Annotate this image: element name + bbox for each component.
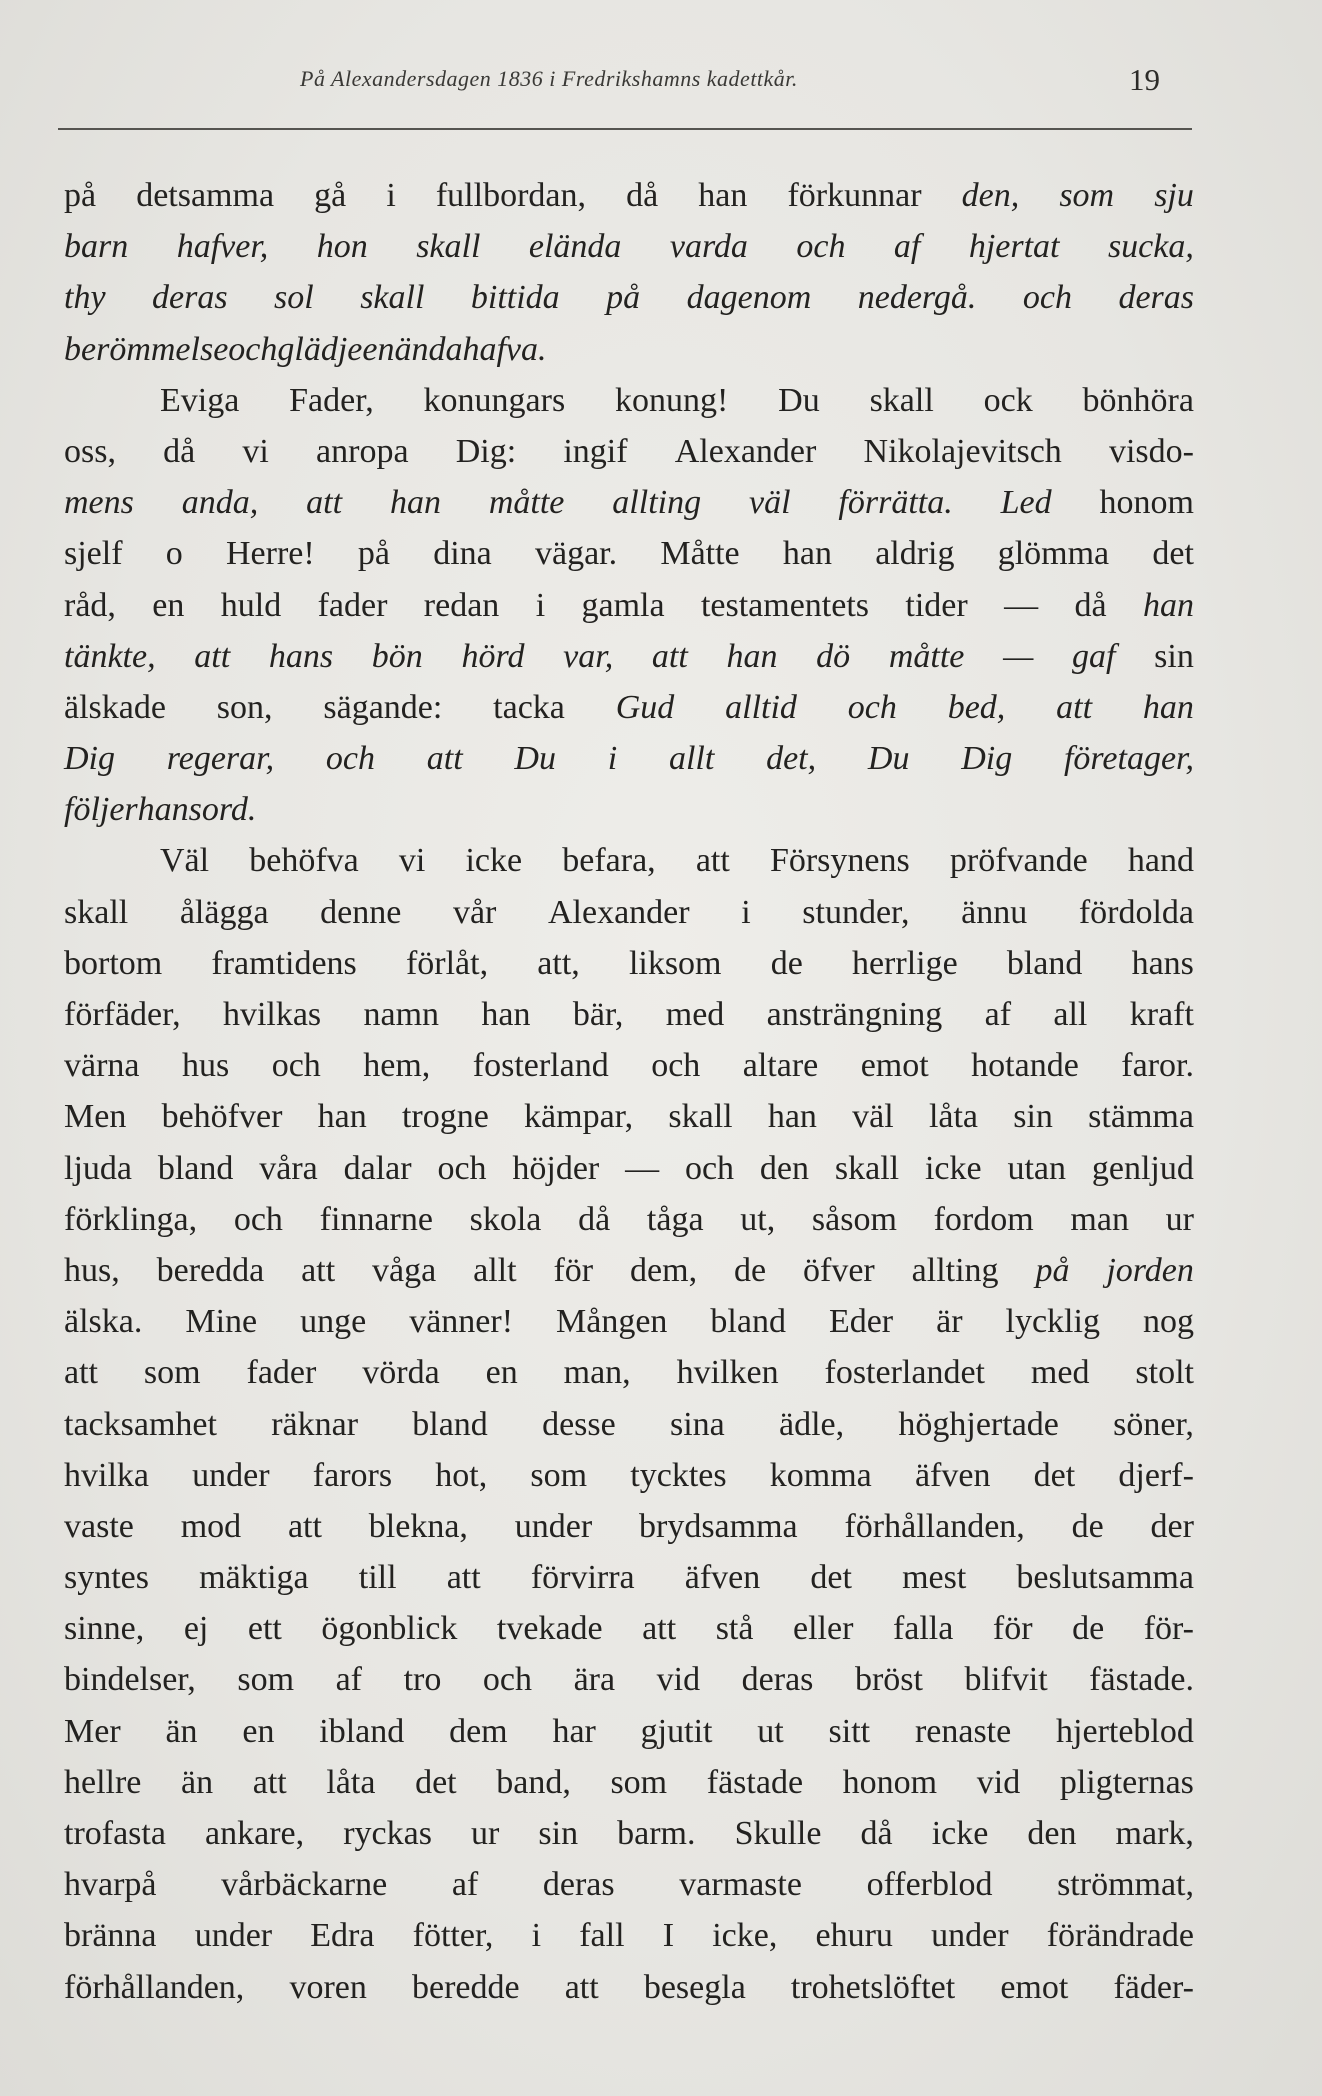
text-line: Mer än en ibland dem har gjutit ut sitt renaste hjerteblod [64, 1712, 1194, 1750]
text-line: syntes mäktiga till att förvirra äfven det mest beslutsamma [64, 1559, 1194, 1597]
page-header [60, 62, 1160, 110]
text-line: barn hafver, hon skall elända varda och af hjertat sucka, [64, 228, 1194, 266]
text-line: mens anda, att han måtte allting väl förrätta. Led honom [64, 484, 1194, 522]
text-line: hellre än att låta det band, som fästade honom vid pligternas [64, 1763, 1194, 1801]
text-line: att som fader vörda en man, hvilken fosterlandet med stolt [64, 1354, 1194, 1392]
text-line: Dig regerar, och att Du i allt det, Du Dig företager, [64, 740, 1194, 778]
text-line: hus, beredda att våga allt för dem, de öfver allting på jorden [64, 1251, 1194, 1289]
text-line: förhållanden, voren beredde att besegla trohetslöftet emot fäder- [64, 1968, 1194, 2006]
text-line: sjelf o Herre! på dina vägar. Måtte han aldrig glömma det [64, 535, 1194, 573]
text-line: Men behöfver han trogne kämpar, skall han väl låta sin stämma [64, 1098, 1194, 1136]
text-line: Väl behöfva vi icke befara, att Försynens pröfvande hand [160, 842, 1194, 880]
text-line: tacksamhet räknar bland desse sina ädle, höghjertade söner, [64, 1405, 1194, 1443]
text-line: Eviga Fader, konungars konung! Du skall ock bönhöra [160, 381, 1194, 419]
text-line: skall ålägga denne vår Alexander i stunder, ännu fördolda [64, 893, 1194, 931]
text-line: hvarpå vårbäckarne af deras varmaste offerblod strömmat, [64, 1866, 1194, 1904]
text-line: råd, en huld fader redan i gamla testamentets tider — då han [64, 586, 1194, 624]
header-rule [58, 128, 1192, 130]
text-line: vaste mod att blekna, under brydsamma förhållanden, de der [64, 1507, 1194, 1545]
text-line: på detsamma gå i fullbordan, då han förkunnar den, som sju [64, 177, 1194, 214]
text-line: ljuda bland våra dalar och höjder — och den skall icke utan genljud [64, 1149, 1194, 1187]
text-line: tänkte, att hans bön hörd var, att han dö måtte — gaf sin [64, 637, 1194, 675]
text-line: bindelser, som af tro och ära vid deras bröst blifvit fästade. [64, 1661, 1194, 1699]
text-line: hvilka under farors hot, som tycktes komma äfven det djerf- [64, 1456, 1194, 1494]
text-line: thy deras sol skall bittida på dagenom nedergå. och deras [64, 279, 1194, 317]
text-line: älska. Mine unge vänner! Mången bland Eder är lycklig nog [64, 1303, 1194, 1341]
text-line: förklinga, och finnarne skola då tåga ut, såsom fordom man ur [64, 1200, 1194, 1238]
text-line: trofasta ankare, ryckas ur sin barm. Skulle då icke den mark, [64, 1815, 1194, 1852]
text-line: berömmelse och glädje en ända hafva. [64, 330, 547, 368]
running-head: På Alexandersdagen 1836 i Fredrikshamns kadettkår. [300, 66, 798, 91]
text-line: bortom framtidens förlåt, att, liksom de herrlige bland hans [64, 944, 1194, 982]
page-number: 19 [1129, 62, 1160, 97]
text-line: följer hans ord. [64, 791, 257, 829]
text-line: bränna under Edra fötter, i fall I icke, ehuru under förändrade [64, 1917, 1194, 1955]
text-line: älskade son, sägande: tacka Gud alltid och bed, att han [64, 688, 1194, 726]
text-line: sinne, ej ett ögonblick tvekade att stå eller falla för de för- [64, 1610, 1194, 1648]
text-line: värna hus och hem, fosterland och altare emot hotande faror. [64, 1047, 1194, 1085]
body-text [64, 170, 1194, 2013]
text-line: förfäder, hvilkas namn han bär, med ansträngning af all kraft [64, 996, 1194, 1033]
text-line: oss, då vi anropa Dig: ingif Alexander Nikolajevitsch visdo- [64, 432, 1194, 470]
